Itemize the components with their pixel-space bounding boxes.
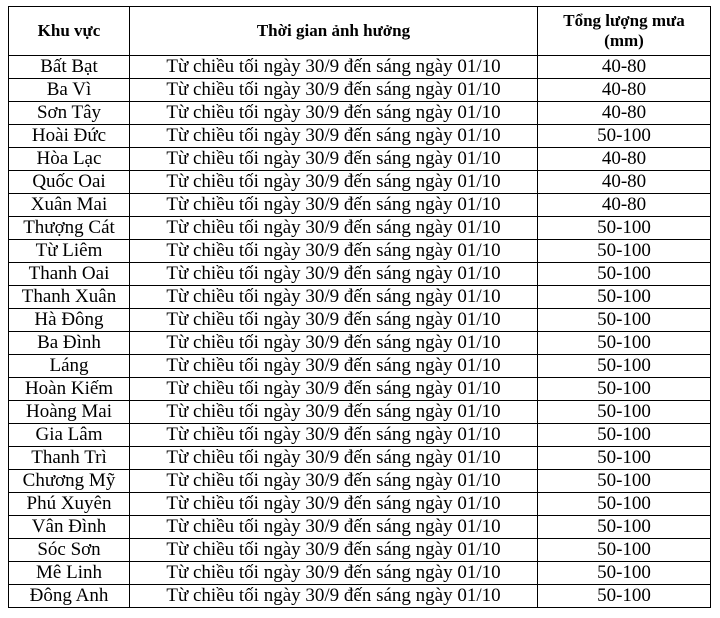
cell-region: Mê Linh — [9, 562, 130, 585]
table-row — [9, 470, 711, 493]
cell-region: Từ Liêm — [9, 240, 130, 263]
cell-region: Gia Lâm — [9, 424, 130, 447]
cell-time: Từ chiều tối ngày 30/9 đến sáng ngày 01/10 — [130, 102, 538, 125]
cell-time: Từ chiều tối ngày 30/9 đến sáng ngày 01/10 — [130, 79, 538, 102]
cell-time: Từ chiều tối ngày 30/9 đến sáng ngày 01/10 — [130, 355, 538, 378]
cell-region: Thanh Xuân — [9, 286, 130, 309]
cell-rainfall: 40-80 — [538, 148, 711, 171]
cell-rainfall: 40-80 — [538, 194, 711, 217]
cell-rainfall: 50-100 — [538, 470, 711, 493]
cell-time: Từ chiều tối ngày 30/9 đến sáng ngày 01/10 — [130, 470, 538, 493]
cell-time: Từ chiều tối ngày 30/9 đến sáng ngày 01/10 — [130, 148, 538, 171]
cell-time: Từ chiều tối ngày 30/9 đến sáng ngày 01/10 — [130, 447, 538, 470]
table-row — [9, 516, 711, 539]
cell-rainfall: 50-100 — [538, 286, 711, 309]
cell-region: Xuân Mai — [9, 194, 130, 217]
cell-time: Từ chiều tối ngày 30/9 đến sáng ngày 01/10 — [130, 56, 538, 79]
header-rainfall-line2: (mm) — [604, 31, 644, 50]
table-row — [9, 240, 711, 263]
table-row — [9, 79, 711, 102]
table-row — [9, 171, 711, 194]
cell-rainfall: 50-100 — [538, 332, 711, 355]
cell-rainfall: 50-100 — [538, 355, 711, 378]
table-row — [9, 539, 711, 562]
cell-region: Bất Bạt — [9, 56, 130, 79]
cell-time: Từ chiều tối ngày 30/9 đến sáng ngày 01/10 — [130, 585, 538, 608]
cell-rainfall: 50-100 — [538, 309, 711, 332]
cell-time: Từ chiều tối ngày 30/9 đến sáng ngày 01/10 — [130, 378, 538, 401]
cell-time: Từ chiều tối ngày 30/9 đến sáng ngày 01/10 — [130, 332, 538, 355]
cell-rainfall: 50-100 — [538, 585, 711, 608]
cell-rainfall: 50-100 — [538, 378, 711, 401]
cell-region: Đông Anh — [9, 585, 130, 608]
table-row — [9, 401, 711, 424]
cell-time: Từ chiều tối ngày 30/9 đến sáng ngày 01/10 — [130, 194, 538, 217]
table-header — [9, 7, 711, 56]
table-row — [9, 217, 711, 240]
cell-rainfall: 40-80 — [538, 171, 711, 194]
table-row — [9, 125, 711, 148]
cell-rainfall: 50-100 — [538, 516, 711, 539]
cell-region: Thượng Cát — [9, 217, 130, 240]
header-rainfall — [538, 7, 711, 56]
cell-region: Hoàn Kiếm — [9, 378, 130, 401]
cell-rainfall: 50-100 — [538, 125, 711, 148]
cell-time: Từ chiều tối ngày 30/9 đến sáng ngày 01/10 — [130, 125, 538, 148]
cell-time: Từ chiều tối ngày 30/9 đến sáng ngày 01/10 — [130, 263, 538, 286]
cell-time: Từ chiều tối ngày 30/9 đến sáng ngày 01/10 — [130, 401, 538, 424]
cell-rainfall: 50-100 — [538, 539, 711, 562]
cell-region: Chương Mỹ — [9, 470, 130, 493]
table-row — [9, 148, 711, 171]
cell-region: Hoàng Mai — [9, 401, 130, 424]
table-row — [9, 447, 711, 470]
cell-region: Thanh Trì — [9, 447, 130, 470]
table-row — [9, 378, 711, 401]
cell-time: Từ chiều tối ngày 30/9 đến sáng ngày 01/10 — [130, 539, 538, 562]
table-row — [9, 562, 711, 585]
cell-region: Hà Đông — [9, 309, 130, 332]
cell-time: Từ chiều tối ngày 30/9 đến sáng ngày 01/10 — [130, 240, 538, 263]
table-row — [9, 355, 711, 378]
cell-rainfall: 40-80 — [538, 56, 711, 79]
cell-region: Sơn Tây — [9, 102, 130, 125]
table-row — [9, 424, 711, 447]
table-row — [9, 56, 711, 79]
cell-time: Từ chiều tối ngày 30/9 đến sáng ngày 01/10 — [130, 171, 538, 194]
cell-time: Từ chiều tối ngày 30/9 đến sáng ngày 01/10 — [130, 309, 538, 332]
cell-time: Từ chiều tối ngày 30/9 đến sáng ngày 01/10 — [130, 493, 538, 516]
cell-rainfall: 50-100 — [538, 493, 711, 516]
cell-region: Quốc Oai — [9, 171, 130, 194]
header-rainfall-line1: Tổng lượng mưa — [563, 11, 685, 30]
table-row — [9, 286, 711, 309]
cell-time: Từ chiều tối ngày 30/9 đến sáng ngày 01/10 — [130, 286, 538, 309]
cell-time: Từ chiều tối ngày 30/9 đến sáng ngày 01/10 — [130, 424, 538, 447]
table-row — [9, 332, 711, 355]
cell-rainfall: 50-100 — [538, 401, 711, 424]
cell-rainfall: 50-100 — [538, 447, 711, 470]
cell-region: Phú Xuyên — [9, 493, 130, 516]
cell-rainfall: 50-100 — [538, 217, 711, 240]
cell-region: Ba Đình — [9, 332, 130, 355]
table-row — [9, 309, 711, 332]
cell-region: Láng — [9, 355, 130, 378]
cell-rainfall: 50-100 — [538, 424, 711, 447]
cell-time: Từ chiều tối ngày 30/9 đến sáng ngày 01/10 — [130, 516, 538, 539]
cell-region: Thanh Oai — [9, 263, 130, 286]
header-row — [9, 7, 711, 56]
cell-rainfall: 40-80 — [538, 79, 711, 102]
header-time: Thời gian ảnh hưởng — [130, 7, 538, 56]
table-row — [9, 493, 711, 516]
table-row — [9, 585, 711, 608]
rainfall-table — [8, 6, 711, 608]
header-region: Khu vực — [9, 7, 130, 56]
cell-rainfall: 50-100 — [538, 263, 711, 286]
cell-region: Sóc Sơn — [9, 539, 130, 562]
cell-region: Hoài Đức — [9, 125, 130, 148]
table-row — [9, 263, 711, 286]
table-row — [9, 102, 711, 125]
cell-rainfall: 40-80 — [538, 102, 711, 125]
table-row — [9, 194, 711, 217]
cell-region: Ba Vì — [9, 79, 130, 102]
cell-rainfall: 50-100 — [538, 562, 711, 585]
cell-rainfall: 50-100 — [538, 240, 711, 263]
table-body — [9, 56, 711, 608]
cell-region: Vân Đình — [9, 516, 130, 539]
cell-time: Từ chiều tối ngày 30/9 đến sáng ngày 01/10 — [130, 217, 538, 240]
cell-region: Hòa Lạc — [9, 148, 130, 171]
cell-time: Từ chiều tối ngày 30/9 đến sáng ngày 01/10 — [130, 562, 538, 585]
